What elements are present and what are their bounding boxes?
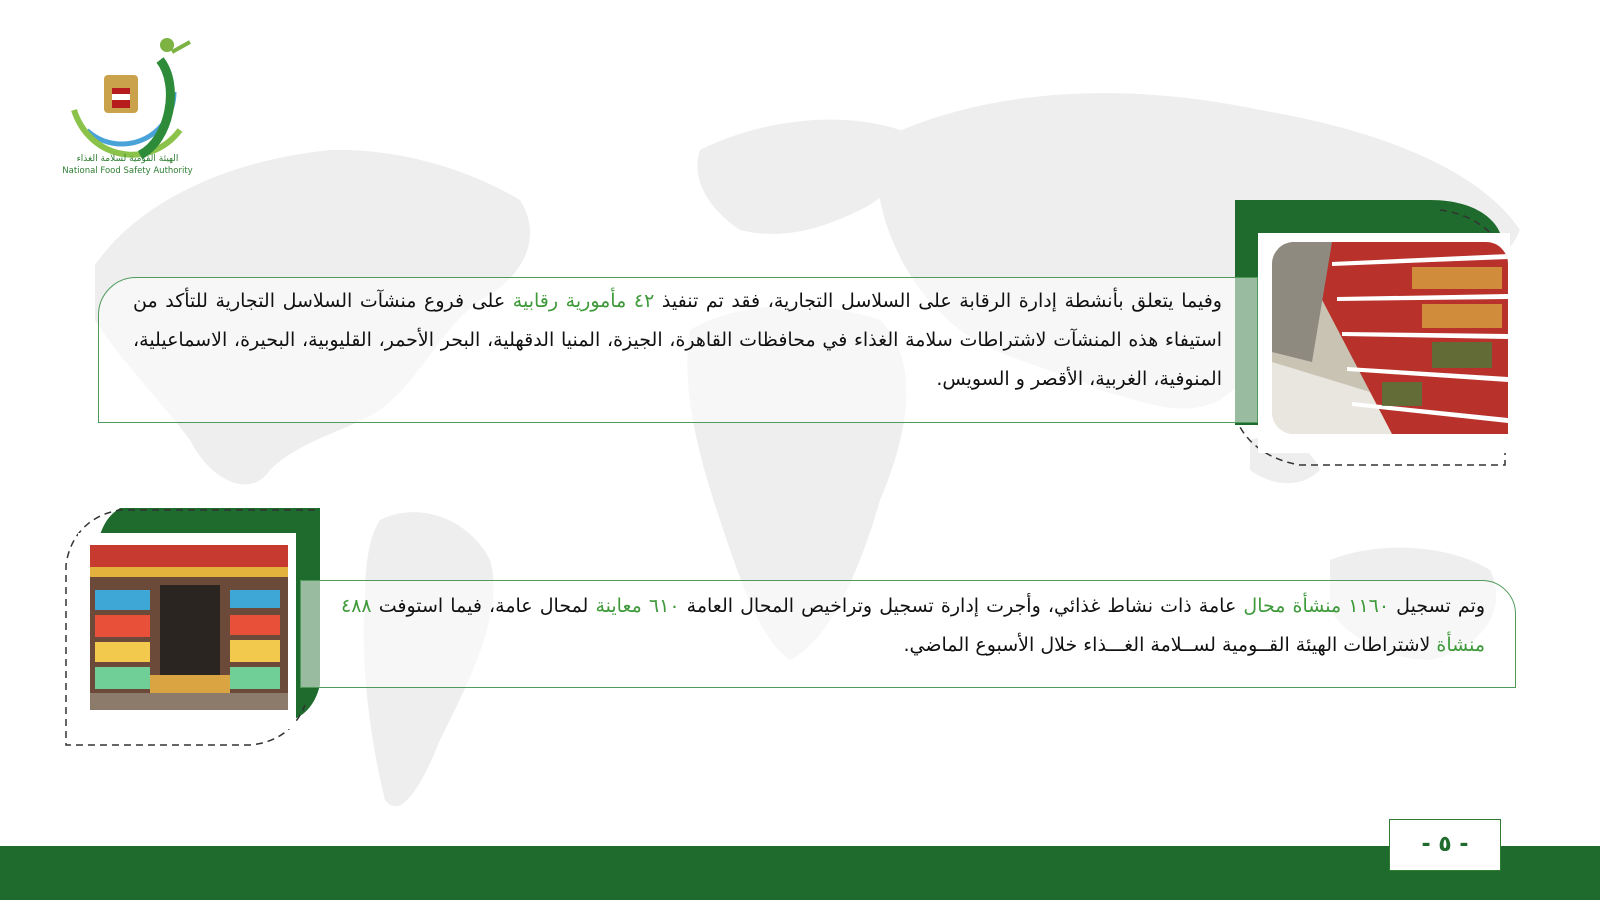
paragraph1-text-2: على فروع منشآت السلاسل التجارية للتأكد من استيفاء هذه المنشآت لاشتراطات سلامة الغذاء في محافظات القاهرة، الجيزة، المنيا الدقهلية، البحر الأحمر، القليوبية، البحيرة، الاسماعيلية، المنوفية، الغربية، الأقصر و السويس. (133, 290, 1222, 390)
footer-bar (0, 846, 1600, 900)
logo-english-name: National Food Safety Authority (62, 166, 193, 176)
paragraph2-text-2: عامة ذات نشاط غذائي، وأجرت إدارة تسجيل وتراخيص المحال العامة (679, 595, 1244, 617)
page-number: - ٥ - (1389, 819, 1501, 871)
logo-arabic-name: الهيئة القومية لسلامة الغذاء (76, 154, 179, 164)
paragraph2-highlight-inspections: ٦١٠ معاينة (595, 595, 680, 617)
paragraph1-highlight-missions: ٤٢ مأمورية رقابية (512, 290, 655, 312)
paragraph2-highlight-registered: ١١٦٠ منشأة محال (1243, 595, 1390, 617)
paragraph2-text-1: وتم تسجيل (1389, 595, 1486, 617)
paragraph2-highlight-compliant: ٤٨٨ منشأة (341, 595, 1485, 656)
svg-text:NFSA: NFSA (145, 94, 168, 127)
paragraph-shop-registration (300, 580, 1516, 688)
paragraph1-text-1: وفيما يتعلق بأنشطة إدارة الرقابة على السلاسل التجارية، فقد تم تنفيذ (654, 290, 1222, 312)
paragraph2-text-4: لاشتراطات الهيئة القــومية لســلامة الغـــذاء خلال الأسبوع الماضي. (903, 634, 1437, 656)
paragraph-chain-stores (98, 277, 1258, 423)
paragraph2-text-3: لمحال عامة، فيما استوفت (371, 595, 596, 617)
grocery-shop-photo (90, 545, 288, 710)
supermarket-aisle-photo (1272, 242, 1508, 434)
